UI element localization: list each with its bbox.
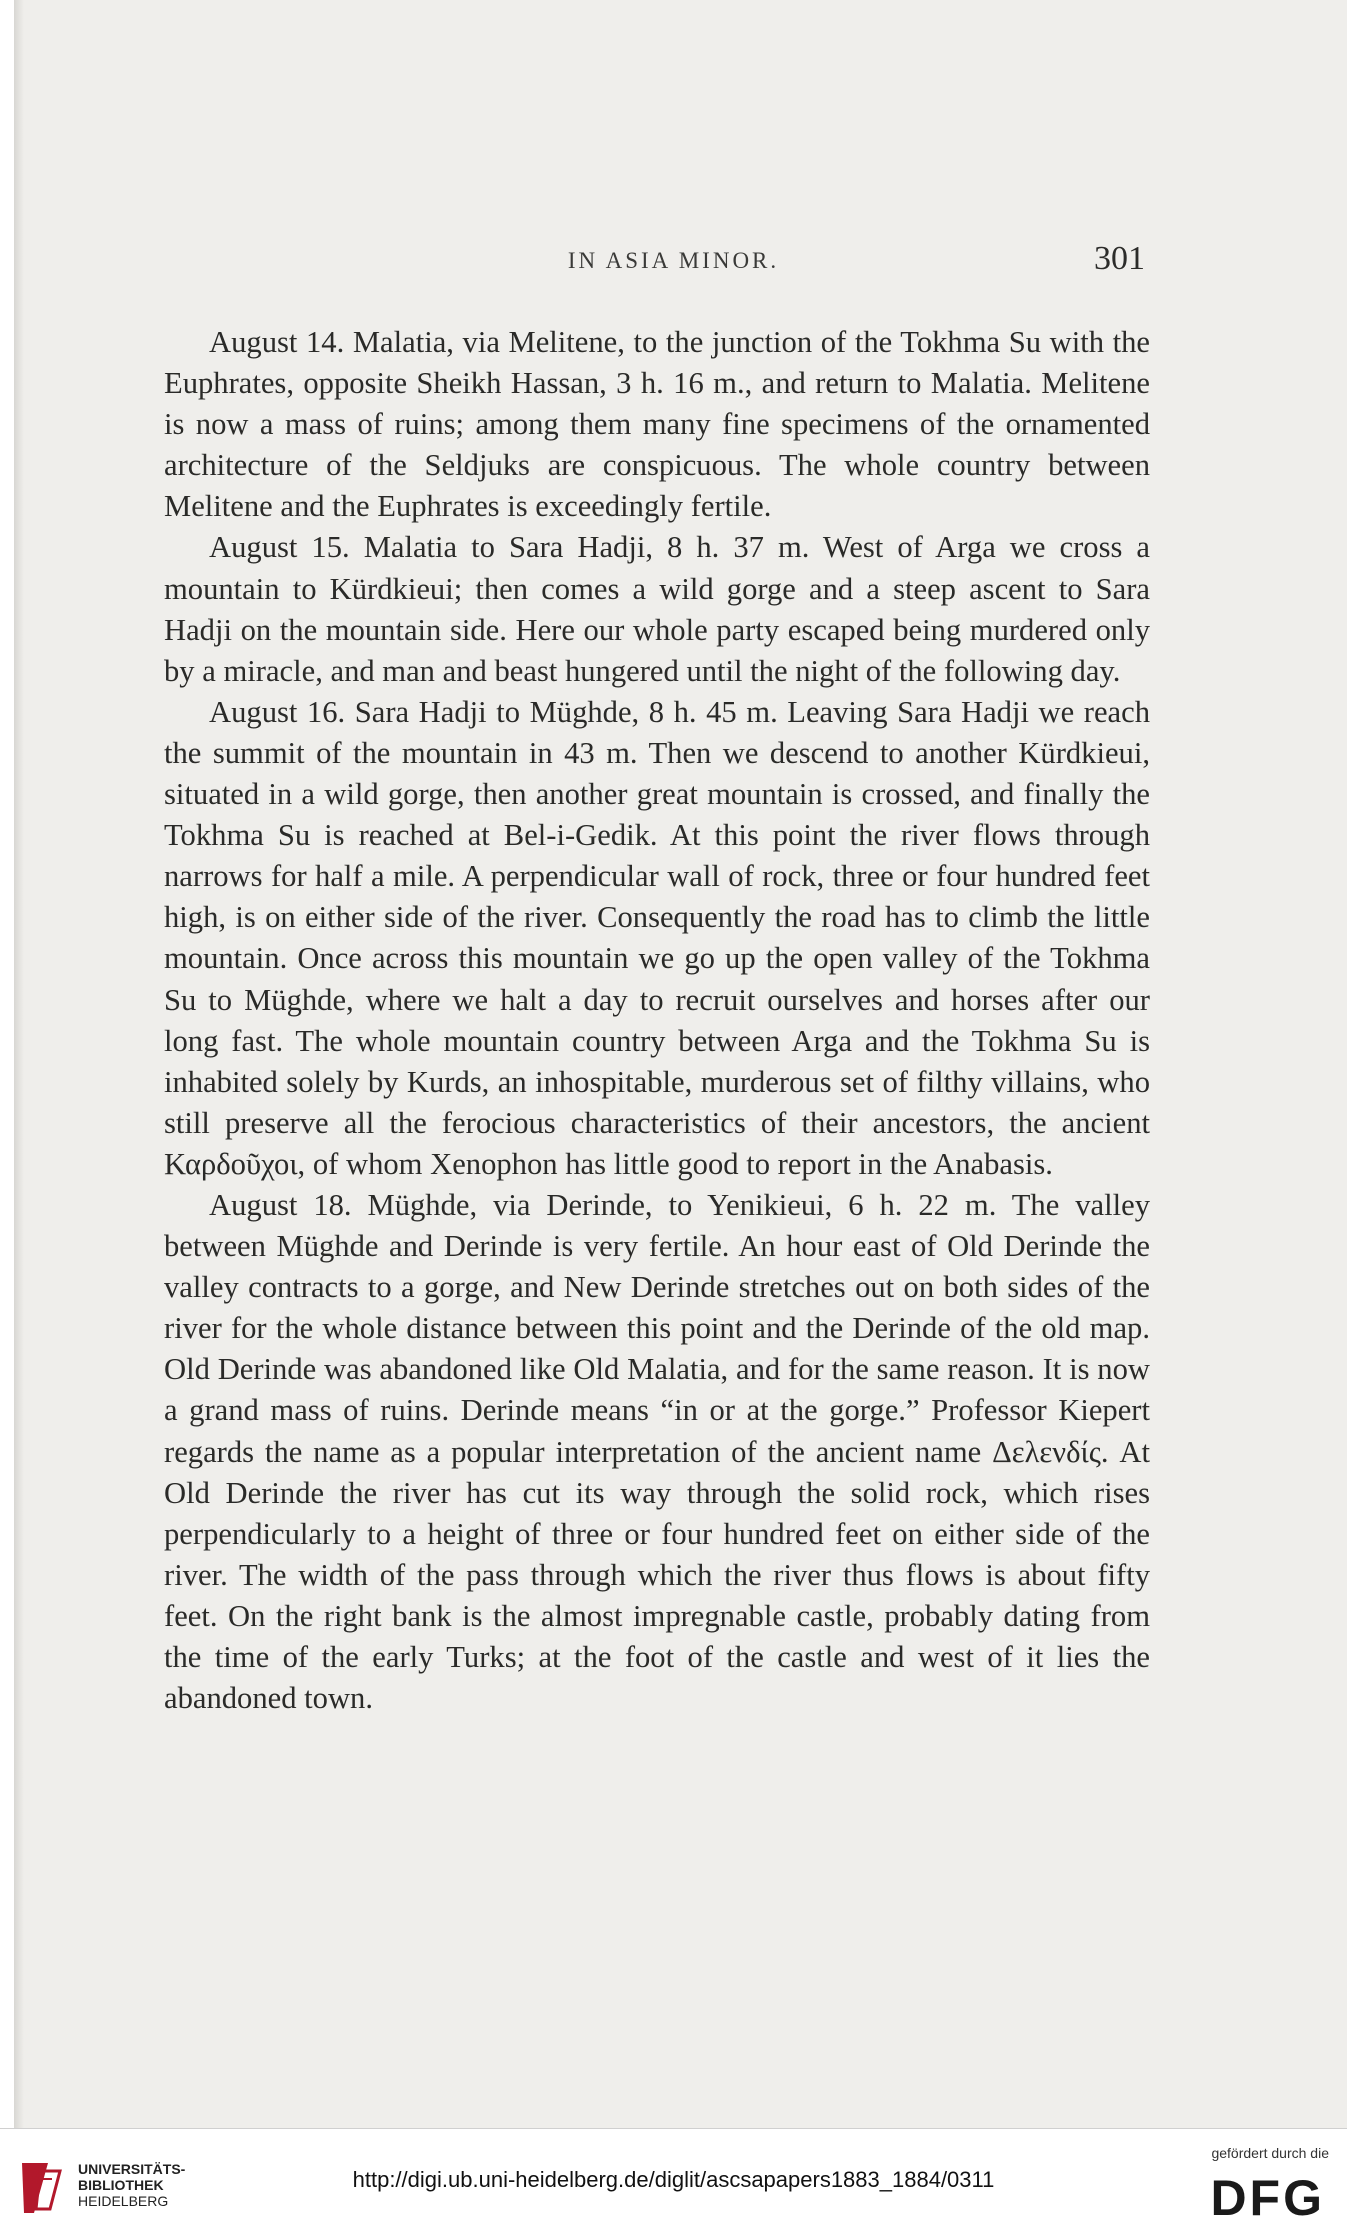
body-text [164,322,1150,1719]
footer-bar [0,2128,1347,2229]
paragraph-august-18: August 18. Müghde, via Derinde, to Yenikieui, 6 h. 22 m. The valley between Müghde and Derinde is very fertile. An hour east of Old Derinde the valley contracts to a gorge, and New Derinde stretches out on both sides of the river for the whole distance between this point and the Derinde of the old map. Old Derinde was abandoned like Old Malatia, and for the same reason. It is now a grand mass of ruins. Derinde means “in or at the gorge.” Professor Kiepert regards the name as a popular interpretation of the ancient name Δελενδίς. At Old Derinde the river has cut its way through the solid rock, which rises perpendicularly to a height of three or four hundred feet on either side of the river. The width of the pass through which the river thus flows is about fifty feet. On the right bank is the almost impregnable castle, probably dating from the time of the early Turks; at the foot of the castle and west of it lies the abandoned town. [164,1187,1150,1716]
paragraph-august-16: August 16. Sara Hadji to Müghde, 8 h. 45 m. Leaving Sara Hadji we reach the summit of the mountain in 43 m. Then we descend to another Kürdkieui, situated in a wild gorge, then another great mountain is crossed, and finally the Tokhma Su is reached at Bel-i-Gedik. At this point the river flows through narrows for half a mile. A perpendicular wall of rock, three or four hundred feet high, is on either side of the river. Consequently the road has to climb the little mountain. Once across this mountain we go up the open valley of the Tokhma Su to Müghde, where we halt a day to recruit ourselves and horses after our long fast. The whole mountain country between Arga and the Tokhma Su is inhabited solely by Kurds, an inhospitable, murderous set of filthy villains, who still preserve all the ferocious characteristics of their ancestors, the ancient Καρδοῦχοι, of whom Xenophon has little good to report in the Anabasis. [164,694,1150,1181]
permalink-url[interactable]: http://digi.ub.uni-heidelberg.de/diglit/ascsapapers1883_1884/0311 [352,2167,995,2192]
dfg-logo: DFG [1210,2170,1325,2226]
library-name-line3: HEIDELBERG [78,2193,169,2209]
page-number: 301 [1094,240,1145,277]
library-name-line2: BIBLIOTHEK [78,2177,164,2193]
running-head: IN ASIA MINOR. [567,248,780,273]
library-name-line1: UNIVERSITÄTS- [78,2161,186,2177]
funding-note: gefördert durch die [1211,2145,1329,2161]
paragraph-august-14: August 14. Malatia, via Melitene, to the junction of the Tokhma Su with the Euphrates, opposite Sheikh Hassan, 3 h. 16 m., and return to Malatia. Melitene is now a mass of ruins; among them many fine specimens of the ornamented architecture of the Seldjuks are conspicuous. The whole country between Melitene and the Euphrates is exceedingly fertile. [164,325,1150,524]
paragraph-august-15: August 15. Malatia to Sara Hadji, 8 h. 37 m. West of Arga we cross a mountain to Kürdkieui; then comes a wild gorge and a steep ascent to Sara Hadji on the mountain side. Here our whole party escaped being murdered only by a miracle, and man and beast hungered until the night of the following day. [164,530,1150,688]
